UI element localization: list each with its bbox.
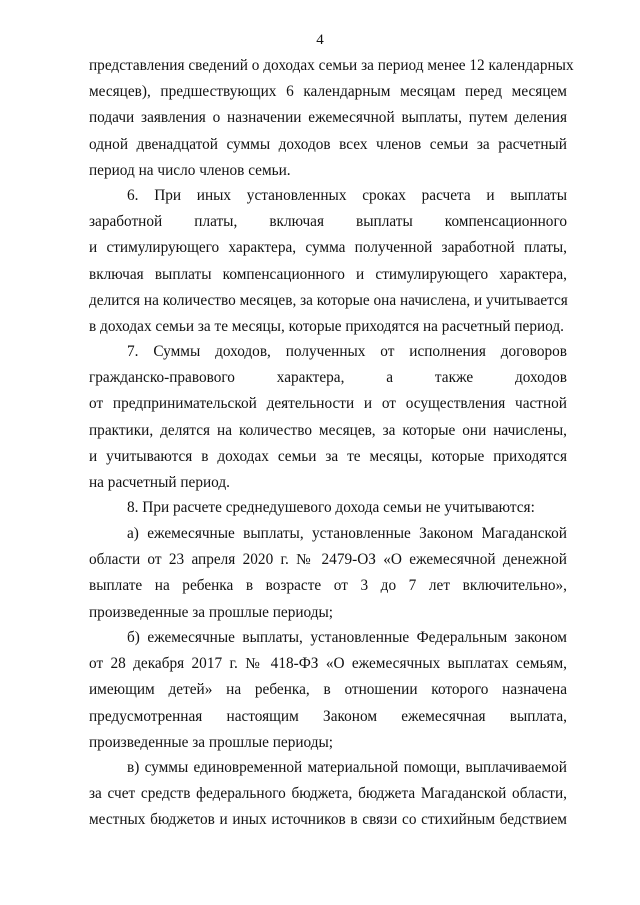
- text-line: а) ежемесячные выплаты, установленные Законом Магаданской: [127, 525, 567, 542]
- text-line: одной двенадцатой суммы доходов всех членов семьи за расчетный: [89, 135, 567, 153]
- text-line: произведенные за прошлые периоды;: [89, 733, 334, 751]
- text-line: за счет средств федерального бюджета, бюджета Магаданской области,: [89, 785, 567, 803]
- text-line: и стимулирующего характера, сумма полученной заработной платы,: [89, 239, 567, 257]
- text-line: от предпринимательской деятельности и от осуществления частной: [89, 395, 567, 413]
- text-line: 6. При иных установленных сроках расчета и выплаты: [127, 187, 567, 204]
- text-line: практики, делятся на количество месяцев, за которые они начислены,: [89, 421, 567, 439]
- text-line: гражданско-правового характера, а также доходов: [89, 369, 567, 387]
- text-line: заработной платы, включая выплаты компенсационного: [89, 213, 567, 231]
- paragraph-continuation: [89, 53, 574, 184]
- text-line: включая выплаты компенсационного и стимулирующего характера,: [89, 265, 567, 283]
- subitem-v: [89, 755, 567, 834]
- text-line: 8. При расчете среднедушевого дохода семьи не учитываются:: [127, 499, 535, 516]
- text-line: период на число членов семьи.: [89, 161, 291, 179]
- text-line: предусмотренная настоящим Законом ежемесячная выплата,: [89, 707, 567, 725]
- text-line: подачи заявления о назначении ежемесячной выплаты, путем деления: [89, 109, 567, 127]
- text-line: местных бюджетов и иных источников в связи со стихийным бедствием: [89, 811, 567, 829]
- text-line: на расчетный период.: [89, 473, 230, 491]
- paragraph-item-7: [89, 339, 567, 496]
- subitem-b: [89, 625, 567, 756]
- text-line: от 28 декабря 2017 г. № 418-ФЗ «О ежемесячных выплатах семьям,: [89, 655, 567, 673]
- text-line: области от 23 апреля 2020 г. № 2479-ОЗ «О ежемесячной денежной: [89, 551, 567, 569]
- text-line: произведенные за прошлые периоды;: [89, 603, 334, 621]
- paragraph-item-6: [89, 183, 567, 340]
- text-line: в доходах семьи за те месяцы, которые приходятся на расчетный период.: [89, 317, 564, 335]
- page-number: 4: [316, 32, 324, 48]
- paragraph-item-8: [89, 495, 567, 521]
- text-line: делится на количество месяцев, за которые она начислена, и учитывается: [89, 291, 568, 309]
- text-line: б) ежемесячные выплаты, установленные Федеральным законом: [127, 629, 567, 646]
- text-line: 7. Суммы доходов, полученных от исполнения договоров: [127, 343, 567, 360]
- text-line: представления сведений о доходах семьи за период менее 12 календарных: [89, 57, 574, 74]
- text-line: и учитываются в доходах семьи за те месяцы, которые приходятся: [89, 447, 567, 465]
- subitem-a: [89, 521, 567, 626]
- text-line: имеющим детей» на ребенка, в отношении которого назначена: [89, 681, 567, 699]
- text-line: выплате на ребенка в возрасте от 3 до 7 лет включительно»,: [89, 577, 567, 595]
- text-line: месяцев), предшествующих 6 календарным месяцам перед месяцем: [89, 83, 567, 101]
- text-line: в) суммы единовременной материальной помощи, выплачиваемой: [127, 759, 567, 776]
